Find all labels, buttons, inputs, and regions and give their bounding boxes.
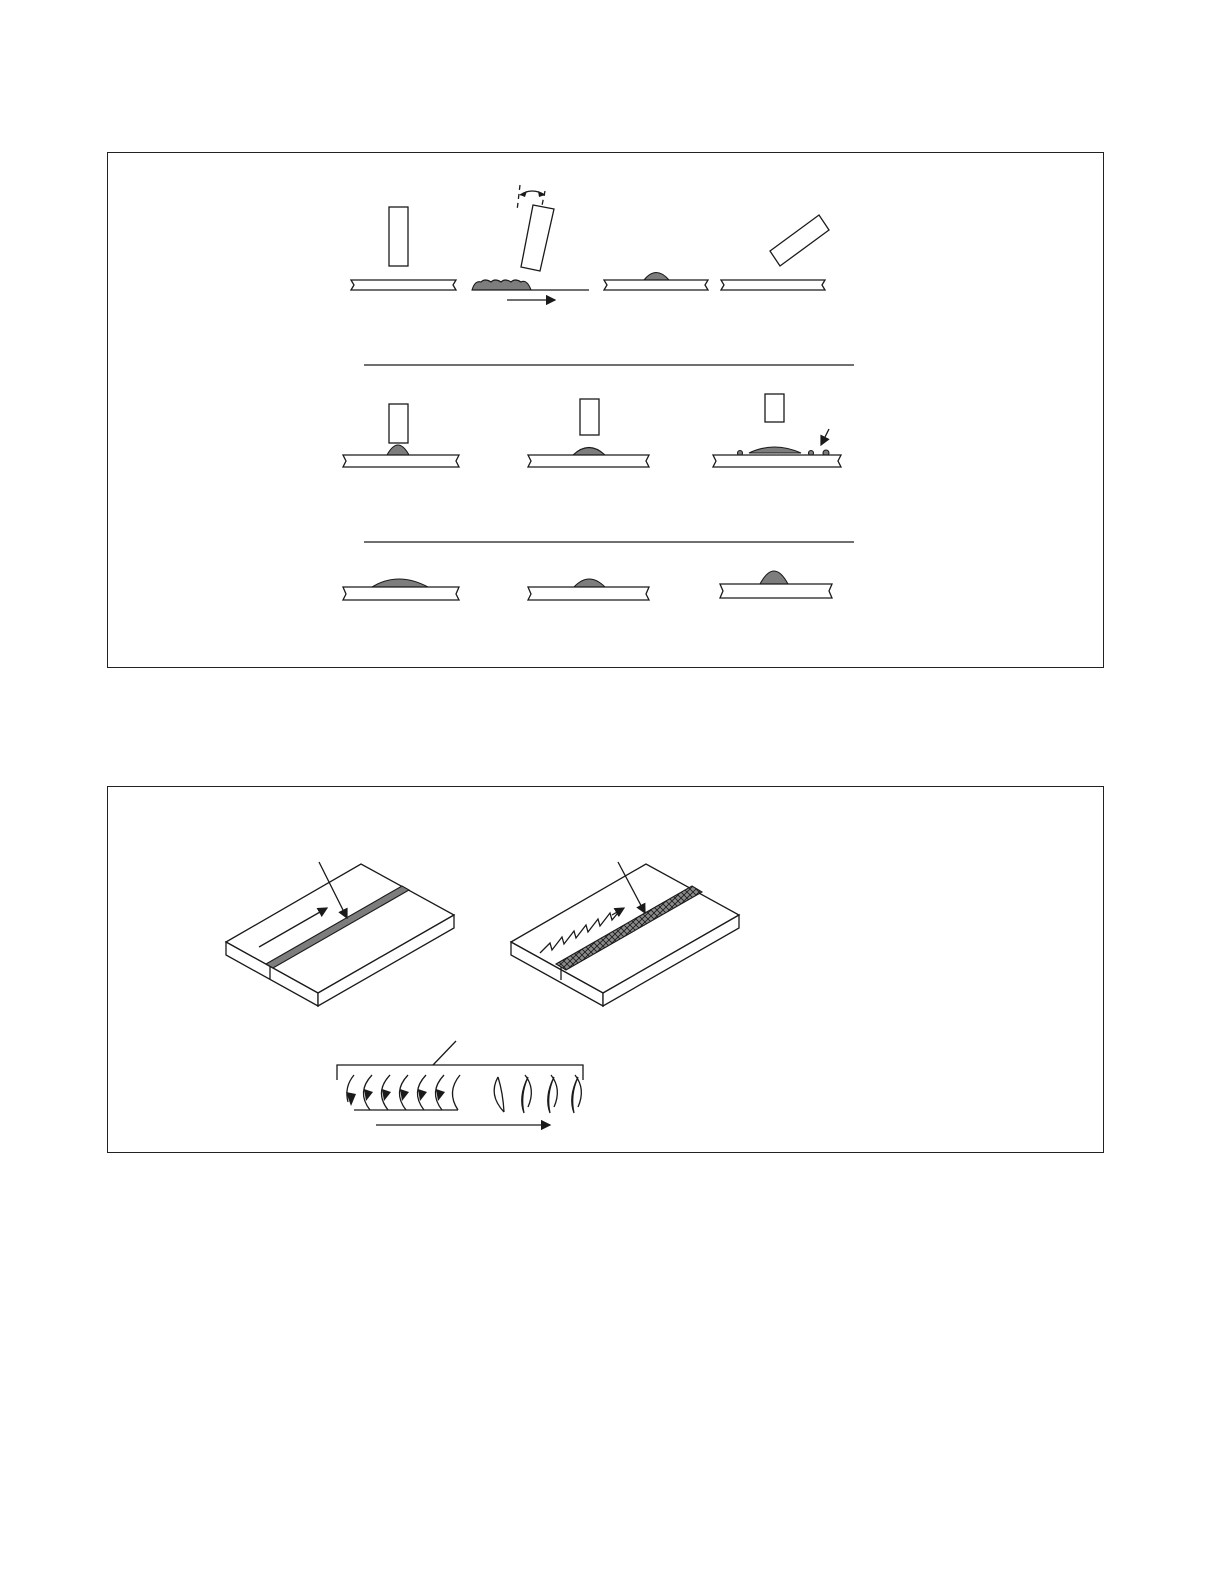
- weld-bead: [760, 571, 788, 584]
- slow-travel-wide-bead: [343, 579, 459, 600]
- base-plate: [528, 587, 649, 600]
- bead-types-diagram: [108, 787, 1105, 1154]
- pattern-bracket: [337, 1065, 583, 1080]
- base-plate: [721, 280, 825, 290]
- crescent-weave-arrows: [346, 1075, 460, 1110]
- stringer-bead-plate: [226, 862, 454, 1006]
- fast-travel-narrow-bead: [720, 571, 832, 598]
- electrode-rod: [770, 215, 829, 266]
- crescent-weave-marks: [494, 1075, 581, 1113]
- base-plate: [713, 455, 841, 467]
- weave-bead-plate: [511, 862, 739, 1006]
- electrode-rod: [389, 207, 408, 266]
- weld-bead: [749, 447, 801, 453]
- electrode-rod: [521, 205, 554, 271]
- weld-bead: [372, 579, 428, 587]
- arc-technique-panel: [107, 152, 1104, 668]
- weld-bead: [644, 273, 669, 281]
- weld-bead: [387, 445, 409, 455]
- weld-bead-ripples: [472, 280, 531, 290]
- base-plate: [720, 584, 832, 598]
- electrode-above-plate: [351, 207, 456, 290]
- base-plate: [343, 587, 459, 600]
- normal-travel: [528, 579, 649, 600]
- weld-bead: [574, 579, 605, 587]
- electrode-rod: [580, 399, 599, 435]
- weld-bead: [573, 448, 605, 456]
- weave-pattern: [337, 1041, 583, 1125]
- finished-bead: [604, 273, 708, 291]
- long-arc-with-spatter: [713, 394, 841, 467]
- electrode-angled-moving: [472, 185, 589, 300]
- normal-arc: [528, 399, 649, 467]
- row-travel-speed: [343, 571, 832, 600]
- pattern-callout-line: [433, 1041, 456, 1065]
- electrode-rod: [765, 394, 784, 422]
- base-plate: [604, 280, 708, 290]
- base-plate: [343, 455, 459, 467]
- electrode-rod: [389, 404, 408, 443]
- row-arc-sequence: [351, 185, 829, 300]
- electrode-withdrawn: [721, 215, 829, 290]
- bead-types-panel: [107, 786, 1104, 1153]
- base-plate: [528, 455, 649, 467]
- row-arc-length: [343, 394, 841, 467]
- base-plate: [351, 280, 456, 290]
- arc-technique-diagram: [108, 153, 1105, 669]
- short-arc: [343, 404, 459, 467]
- spatter-arrow: [821, 429, 829, 445]
